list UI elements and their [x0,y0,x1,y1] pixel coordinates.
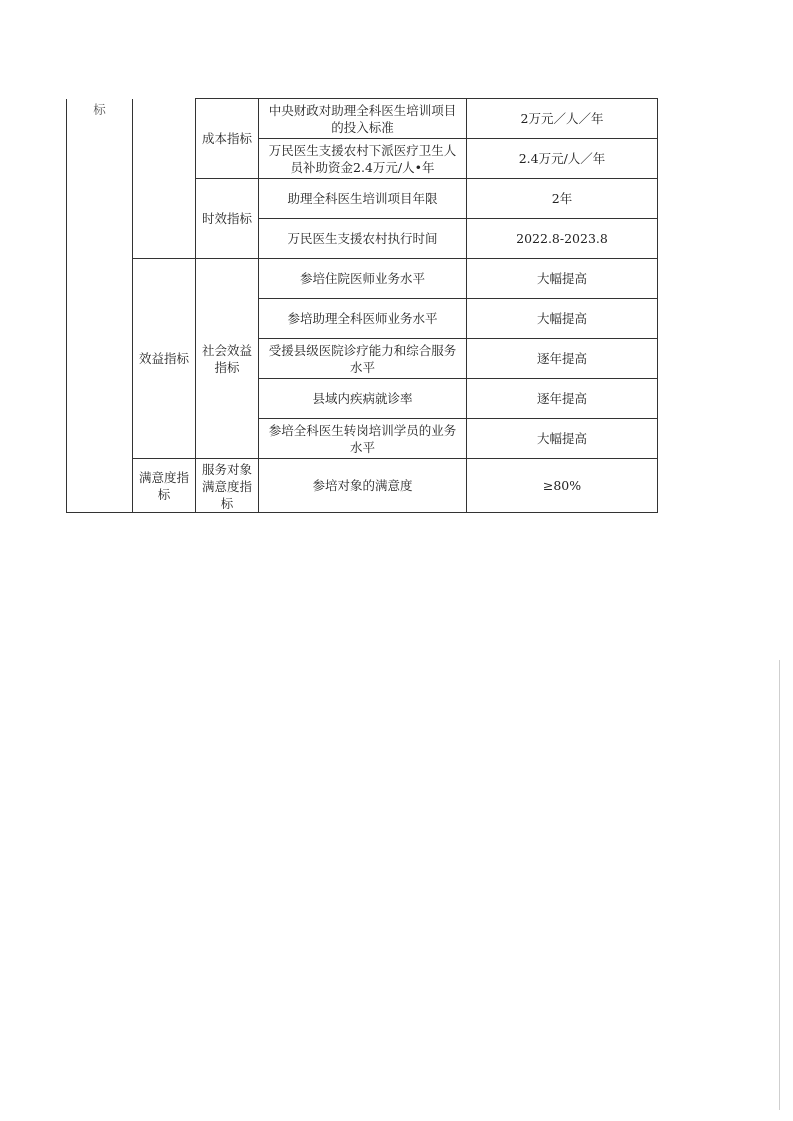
value-cell: 2万元／人／年 [467,99,658,139]
level3-indicator-cell: 社会效益指标 [196,259,259,459]
value-cell: 2022.8-2023.8 [467,219,658,259]
level3-indicator-cell: 时效指标 [196,179,259,259]
indicator-cell: 参培助理全科医师业务水平 [259,299,467,339]
level2-indicator-cell: 效益指标 [133,259,196,459]
table-row [67,259,658,299]
indicator-cell: 参培对象的满意度 [259,459,467,513]
indicator-cell: 万民医生支援农村执行时间 [259,219,467,259]
value-cell: 2年 [467,179,658,219]
indicator-cell: 万民医生支援农村下派医疗卫生人员补助资金2.4万元/人•年 [259,139,467,179]
level2-indicator-cell: 满意度指标 [133,459,196,513]
value-cell: 大幅提高 [467,299,658,339]
value-cell: 大幅提高 [467,259,658,299]
indicator-cell: 参培住院医师业务水平 [259,259,467,299]
indicator-cell: 助理全科医生培训项目年限 [259,179,467,219]
level2-indicator-cell [133,99,196,259]
page-edge-line [779,660,780,1110]
value-cell: 2.4万元/人／年 [467,139,658,179]
table-row [67,459,658,513]
level3-indicator-cell: 成本指标 [196,99,259,179]
value-cell: ≥80% [467,459,658,513]
value-cell: 逐年提高 [467,339,658,379]
indicator-cell: 中央财政对助理全科医生培训项目的投入标准 [259,99,467,139]
indicator-cell: 参培全科医生转岗培训学员的业务水平 [259,419,467,459]
table-row [67,99,658,139]
performance-indicator-table [66,98,658,513]
value-cell: 大幅提高 [467,419,658,459]
level1-indicator-cell: 标 [67,99,133,513]
level3-indicator-cell: 服务对象满意度指标 [196,459,259,513]
value-cell: 逐年提高 [467,379,658,419]
indicator-cell: 受援县级医院诊疗能力和综合服务水平 [259,339,467,379]
indicator-cell: 县域内疾病就诊率 [259,379,467,419]
